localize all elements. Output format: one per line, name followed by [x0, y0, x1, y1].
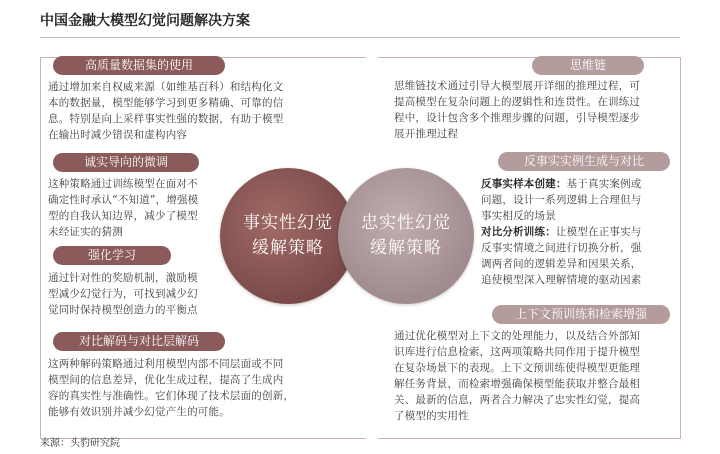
- faithfulness-hallucination-circle: 忠实性幻觉 缓解策略: [338, 168, 474, 304]
- label-reinforcement-learning: 强化学习: [53, 246, 171, 265]
- text-high-quality-dataset: 通过增加来自权威来源（如维基百科）和结构化文 本的数据量，模型能够学习到更多精确、可靠的信 息。特别是向上采样事实性强的数据，有助于模型 在输出时减少错误和虚构内容: [48, 81, 284, 141]
- text-reinforcement-learning: 通过针对性的奖励机制，激励模 型减少幻觉行为，可找到减少幻 觉同时保持模型创造力的平衡点: [48, 272, 198, 316]
- label-honesty-finetuning: 诚实导向的微调: [53, 153, 199, 172]
- label-chain-of-thought: 思维链: [532, 56, 644, 75]
- label-counterfactual: 反事实实例生成与对比: [498, 152, 670, 171]
- text-chain-of-thought: 思维链技术通过引导大模型展开详细的推理过程，可 提高模型在复杂问题上的逻辑性和连贯性。在训练过 程中，设计包含多个推理步骤的问题，引导模型逐步 展开推理过程: [394, 80, 641, 140]
- label-high-quality-dataset: 高质量数据集的使用: [53, 56, 225, 75]
- label-context-pretraining: 上下文预训练和检索增强: [492, 305, 670, 324]
- source-note: 来源：头豹研究院: [40, 438, 120, 449]
- page-title: 中国金融大模型幻觉问题解决方案: [40, 13, 250, 29]
- text-honesty-finetuning: 这种策略通过训练模型在面对不 确定性时承认“不知道”，增强模 型的自我认知边界，减少了模型 未经证实的猜测: [48, 178, 199, 238]
- factual-hallucination-circle: 事实性幻觉 缓解策略: [220, 168, 356, 304]
- text-context-pretraining: 通过优化模型对上下文的处理能力，以及结合外部知 识库进行信息检索，这两项策略共同作用于提升模型 在复杂场景下的表现。上下文预训练使得模型更能理 解任务背景，而检索增强确保模型能获取并整合最相 关、最新的信息，两者合力解决了忠实性幻觉，提高 了模型的实用性: [394, 330, 641, 422]
- label-contrastive-decoding: 对比解码与对比层解码: [53, 332, 225, 351]
- text-counterfactual: 反事实样本创建：基于真实案例或 问题，设计一系列逻辑上合理但与 事实相反的场景 对比分析训练：让模型在正事实与 反事实情境之间进行切换分析，强 调两者间的逻辑差异和因果关系， 追使模型深入理解情境的驱动因素: [481, 178, 642, 286]
- title-divider: [40, 37, 680, 38]
- text-contrastive-decoding: 这两种解码策略通过利用模型内部不同层面或不同 模型间的信息差异，优化生成过程，提高了生成内 容的真实性与准确性。它们体现了技术层面的创新， 能够有效识别并减少幻觉产生的可能。: [48, 358, 295, 418]
